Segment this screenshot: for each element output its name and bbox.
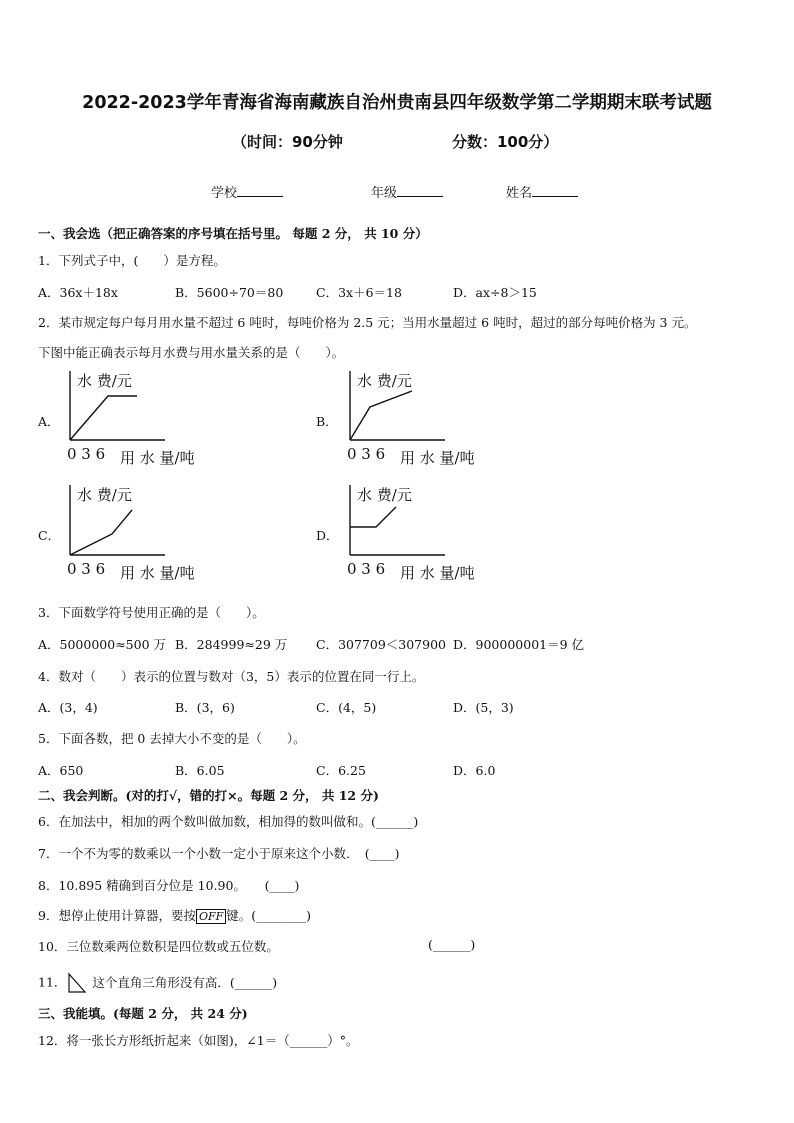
graph-d-ylabel: 水 费/元 — [357, 486, 412, 504]
question-11-text: 这个直角三角形没有高．(______) — [92, 974, 278, 990]
name-blank[interactable] — [532, 183, 578, 197]
q2-option-b[interactable]: B． — [316, 414, 338, 429]
graph-a-line — [70, 396, 137, 440]
q3-option-a[interactable]: A．5000000≈500 万 — [38, 637, 167, 652]
question-10-blank[interactable]: (______) — [428, 937, 476, 952]
question-11 — [38, 972, 277, 994]
q2-option-c[interactable]: C． — [38, 528, 61, 543]
q3-option-d[interactable]: D．900000001＝9 亿 — [453, 637, 585, 652]
right-triangle-icon — [66, 972, 88, 994]
q3-option-b[interactable]: B．284999≈29 万 — [175, 637, 288, 652]
graph-c — [60, 479, 210, 599]
page-title: 2022-2023学年青海省海南藏族自治州贵南县四年级数学第二学期期末联考试题 — [82, 93, 712, 113]
question-8: 8．10.895 精确到百分位是 10.90。 (____) — [38, 878, 300, 893]
question-10: 10．三位数乘两位数积是四位数或五位数。 — [38, 939, 279, 954]
question-12: 12．将一张长方形纸折起来（如图)，∠1＝（______）°。 — [38, 1033, 359, 1048]
graph-b-xlabel: 用 水 量/吨 — [400, 449, 475, 467]
graph-d — [340, 479, 490, 599]
q4-option-a[interactable]: A．(3，4) — [38, 700, 98, 715]
school-label: 学校 — [211, 186, 238, 201]
graph-a-ylabel: 水 费/元 — [77, 372, 132, 390]
question-9 — [38, 906, 311, 924]
graph-d-ticks: 0 3 6 — [347, 560, 386, 578]
off-key-icon: OFF — [196, 909, 226, 924]
grade-field[interactable] — [371, 182, 443, 201]
question-6: 6．在加法中，相加的两个数叫做加数，相加得的数叫做和。(______) — [38, 814, 419, 829]
q5-option-b[interactable]: B．6.05 — [175, 763, 225, 778]
q1-option-a[interactable]: A．36x＋18x — [38, 285, 118, 300]
graph-b-ylabel: 水 费/元 — [357, 372, 412, 390]
question-7: 7．一个不为零的数乘以一个小数一定小于原来这个小数． (____) — [38, 846, 400, 861]
question-9-text: 9．想停止使用计算器，要按 — [38, 908, 196, 923]
question-4: 4．数对（ ）表示的位置与数对（3，5）表示的位置在同一行上。 — [38, 669, 425, 684]
graph-b — [340, 365, 490, 485]
question-11-number: 11． — [38, 974, 67, 990]
q5-option-c[interactable]: C．6.25 — [316, 763, 366, 778]
question-2-line1: 2．某市规定每户每月用水量不超过 6 吨时，每吨价格为 2.5 元；当用水量超过 6 吨时，超过的部分每吨价格为 3 元。 — [38, 315, 697, 330]
graph-d-xlabel: 用 水 量/吨 — [400, 564, 475, 582]
graph-a-ticks: 0 3 6 — [67, 445, 106, 463]
school-blank[interactable] — [237, 183, 283, 197]
graph-a-xlabel: 用 水 量/吨 — [120, 449, 195, 467]
q4-option-d[interactable]: D．(5，3) — [453, 700, 514, 715]
graph-a — [60, 365, 210, 485]
time-limit: （时间：90分钟 — [232, 133, 343, 151]
q1-option-c[interactable]: C．3x＋6＝18 — [316, 285, 402, 300]
section1-heading: 一、我会选（把正确答案的序号填在括号里。 每题 2 分， 共 10 分） — [38, 226, 428, 241]
graph-c-ylabel: 水 费/元 — [77, 486, 132, 504]
q3-option-c[interactable]: C．307709＜307900 — [316, 637, 446, 652]
graph-b-line — [350, 391, 412, 440]
section2-heading: 二、我会判断。(对的打√，错的打×。每题 2 分， 共 12 分) — [38, 788, 379, 803]
question-2-line2: 下图中能正确表示每月水费与用水量关系的是（ ）。 — [38, 345, 345, 360]
q2-option-d[interactable]: D． — [316, 528, 339, 543]
graph-c-line — [70, 510, 132, 555]
question-3: 3．下面数学符号使用正确的是（ ）。 — [38, 605, 265, 620]
q4-option-b[interactable]: B．(3，6) — [175, 700, 235, 715]
graph-d-line — [350, 507, 396, 527]
school-field[interactable] — [211, 182, 283, 201]
name-field[interactable] — [506, 182, 578, 201]
graph-b-ticks: 0 3 6 — [347, 445, 386, 463]
q1-option-d[interactable]: D．ax÷8＞15 — [453, 285, 537, 300]
q4-option-c[interactable]: C．(4，5) — [316, 700, 377, 715]
name-label: 姓名 — [506, 186, 533, 201]
section3-heading: 三、我能填。(每题 2 分， 共 24 分) — [38, 1006, 248, 1021]
question-1: 1．下列式子中，( ）是方程。 — [38, 253, 226, 268]
grade-label: 年级 — [371, 186, 398, 201]
grade-blank[interactable] — [397, 183, 443, 197]
total-score: 分数：100分） — [452, 133, 559, 151]
question-9-blank: 键。(________) — [226, 908, 312, 923]
q2-option-a[interactable]: A． — [38, 414, 60, 429]
question-5: 5．下面各数，把 0 去掉大小不变的是（ ）。 — [38, 731, 306, 746]
graph-c-xlabel: 用 水 量/吨 — [120, 564, 195, 582]
q5-option-d[interactable]: D．6.0 — [453, 763, 496, 778]
graph-c-ticks: 0 3 6 — [67, 560, 106, 578]
q5-option-a[interactable]: A．650 — [38, 763, 84, 778]
q1-option-b[interactable]: B．5600÷70＝80 — [175, 285, 284, 300]
